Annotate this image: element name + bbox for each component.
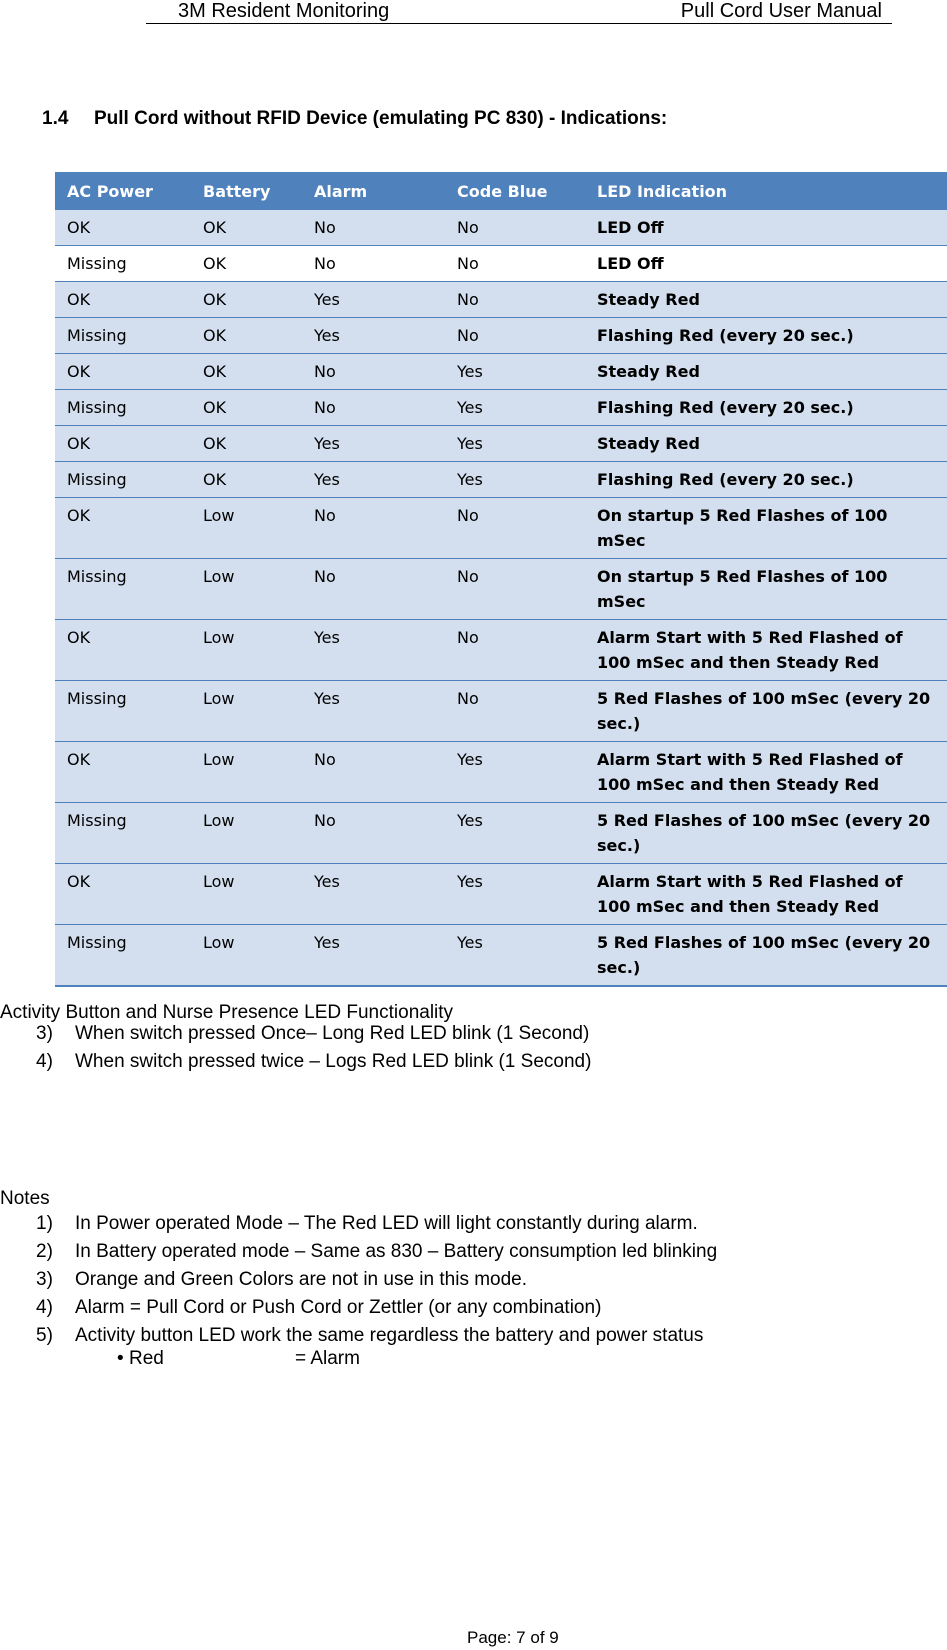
list-number: 4): [36, 1051, 53, 1072]
table-row: [55, 681, 947, 742]
table-cell: OK: [55, 742, 191, 803]
table-cell: No: [302, 803, 445, 864]
column-header: AC Power: [55, 172, 191, 210]
table-cell: Missing: [55, 246, 191, 282]
led-indication-cell: 5 Red Flashes of 100 mSec (every 20 sec.): [585, 803, 947, 864]
table-cell: Yes: [302, 925, 445, 987]
table-row: [55, 390, 947, 426]
table-cell: OK: [191, 210, 302, 246]
list-number: 3): [36, 1269, 53, 1290]
table-cell: OK: [191, 318, 302, 354]
table-cell: Yes: [445, 390, 585, 426]
led-indication-cell: Flashing Red (every 20 sec.): [585, 462, 947, 498]
table-cell: No: [302, 390, 445, 426]
list-number: 1): [36, 1213, 53, 1234]
table-cell: Low: [191, 498, 302, 559]
led-indication-cell: Alarm Start with 5 Red Flashed of 100 mSec and then Steady Red: [585, 742, 947, 803]
led-indication-cell: 5 Red Flashes of 100 mSec (every 20 sec.): [585, 681, 947, 742]
list-text: Alarm = Pull Cord or Push Cord or Zettler (or any combination): [75, 1297, 602, 1318]
table-cell: Low: [191, 803, 302, 864]
bullet-icon: •: [117, 1348, 124, 1369]
table-cell: Yes: [445, 354, 585, 390]
table-cell: No: [445, 620, 585, 681]
table-row: [55, 559, 947, 620]
table-cell: Yes: [302, 282, 445, 318]
table-cell: No: [445, 559, 585, 620]
table-cell: Yes: [302, 620, 445, 681]
list-text: In Battery operated mode – Same as 830 – Battery consumption led blinking: [75, 1241, 718, 1262]
column-header: Code Blue: [445, 172, 585, 210]
table-row: [55, 498, 947, 559]
page-total: 9: [549, 1628, 559, 1647]
page-header: [146, 0, 892, 24]
table-cell: No: [302, 498, 445, 559]
bullet-item: [117, 1348, 360, 1370]
led-indication-cell: Steady Red: [585, 282, 947, 318]
table-cell: Low: [191, 742, 302, 803]
table-cell: No: [302, 246, 445, 282]
table-cell: Yes: [302, 462, 445, 498]
page-number: 7: [516, 1628, 526, 1647]
table-cell: Yes: [445, 742, 585, 803]
table-row: [55, 210, 947, 246]
table-cell: Missing: [55, 390, 191, 426]
table-cell: No: [302, 210, 445, 246]
table-row: [55, 462, 947, 498]
led-indication-cell: 5 Red Flashes of 100 mSec (every 20 sec.): [585, 925, 947, 987]
led-indication-cell: LED Off: [585, 246, 947, 282]
header-manual-name: Pull Cord User Manual: [680, 0, 882, 22]
indications-table: [55, 172, 947, 987]
table-cell: Yes: [302, 426, 445, 462]
table-cell: Low: [191, 864, 302, 925]
table-cell: Yes: [302, 681, 445, 742]
column-header: LED Indication: [585, 172, 947, 210]
table-cell: Missing: [55, 681, 191, 742]
table-cell: OK: [55, 282, 191, 318]
table-body: [55, 210, 947, 986]
list-number: 4): [36, 1297, 53, 1318]
table-cell: OK: [191, 426, 302, 462]
activity-title: Activity Button and Nurse Presence LED Functionality: [0, 1002, 454, 1023]
led-indication-cell: Flashing Red (every 20 sec.): [585, 318, 947, 354]
table-row: [55, 803, 947, 864]
led-indication-cell: Alarm Start with 5 Red Flashed of 100 mSec and then Steady Red: [585, 620, 947, 681]
table-cell: Missing: [55, 925, 191, 987]
table-row: [55, 246, 947, 282]
list-text: Activity button LED work the same regardless the battery and power status: [75, 1325, 704, 1346]
table-cell: OK: [191, 354, 302, 390]
led-indication-cell: On startup 5 Red Flashes of 100 mSec: [585, 498, 947, 559]
table-cell: No: [445, 681, 585, 742]
table-cell: OK: [191, 462, 302, 498]
table-cell: OK: [55, 426, 191, 462]
table-cell: No: [445, 210, 585, 246]
led-indication-cell: Flashing Red (every 20 sec.): [585, 390, 947, 426]
table-row: [55, 282, 947, 318]
table-cell: Yes: [445, 462, 585, 498]
list-text: In Power operated Mode – The Red LED will light constantly during alarm.: [75, 1213, 698, 1234]
led-indication-cell: LED Off: [585, 210, 947, 246]
led-indication-cell: Steady Red: [585, 354, 947, 390]
page-footer: [467, 1628, 559, 1648]
bullet-label: Red: [129, 1348, 164, 1369]
table-cell: No: [445, 282, 585, 318]
section-number: 1.4: [42, 108, 69, 129]
list-text: Orange and Green Colors are not in use in this mode.: [75, 1269, 528, 1290]
table-cell: Yes: [445, 925, 585, 987]
section-title: Pull Cord without RFID Device (emulating PC 830) - Indications:: [94, 108, 668, 129]
table-cell: No: [302, 742, 445, 803]
table-header-row: [55, 172, 947, 210]
table-cell: Yes: [302, 864, 445, 925]
table-cell: Yes: [445, 864, 585, 925]
table-cell: OK: [55, 498, 191, 559]
table-cell: Low: [191, 681, 302, 742]
led-indication-cell: On startup 5 Red Flashes of 100 mSec: [585, 559, 947, 620]
page-label: Page:: [467, 1628, 512, 1647]
table-cell: No: [445, 318, 585, 354]
column-header: Battery: [191, 172, 302, 210]
list-number: 5): [36, 1325, 53, 1346]
table-cell: OK: [55, 210, 191, 246]
header-title: 3M Resident Monitoring: [178, 0, 390, 22]
led-indication-cell: Steady Red: [585, 426, 947, 462]
table-cell: Missing: [55, 318, 191, 354]
table-cell: OK: [191, 282, 302, 318]
page-of: of: [530, 1628, 545, 1647]
list-number: 2): [36, 1241, 53, 1262]
table-cell: Yes: [445, 426, 585, 462]
table-cell: OK: [191, 246, 302, 282]
table-cell: No: [445, 498, 585, 559]
table-cell: Missing: [55, 803, 191, 864]
table-row: [55, 354, 947, 390]
notes-title: Notes: [0, 1188, 50, 1209]
table-row: [55, 742, 947, 803]
table-cell: No: [302, 354, 445, 390]
table-cell: Low: [191, 559, 302, 620]
list-number: 3): [36, 1023, 53, 1044]
table-cell: OK: [55, 354, 191, 390]
table-cell: Missing: [55, 559, 191, 620]
table-row: [55, 426, 947, 462]
table-cell: OK: [55, 620, 191, 681]
table-row: [55, 864, 947, 925]
table-cell: OK: [191, 390, 302, 426]
list-text: When switch pressed twice – Logs Red LED blink (1 Second): [75, 1051, 592, 1072]
table-cell: Low: [191, 620, 302, 681]
table-cell: No: [445, 246, 585, 282]
table-cell: Missing: [55, 462, 191, 498]
section-heading: [42, 108, 667, 130]
table-row: [55, 925, 947, 987]
table-cell: No: [302, 559, 445, 620]
column-header: Alarm: [302, 172, 445, 210]
bullet-value: = Alarm: [295, 1348, 360, 1369]
table-cell: Low: [191, 925, 302, 987]
led-indication-cell: Alarm Start with 5 Red Flashed of 100 mSec and then Steady Red: [585, 864, 947, 925]
table-cell: Yes: [445, 803, 585, 864]
table-row: [55, 620, 947, 681]
table-row: [55, 318, 947, 354]
table-cell: OK: [55, 864, 191, 925]
list-text: When switch pressed Once– Long Red LED blink (1 Second): [75, 1023, 590, 1044]
table-cell: Yes: [302, 318, 445, 354]
